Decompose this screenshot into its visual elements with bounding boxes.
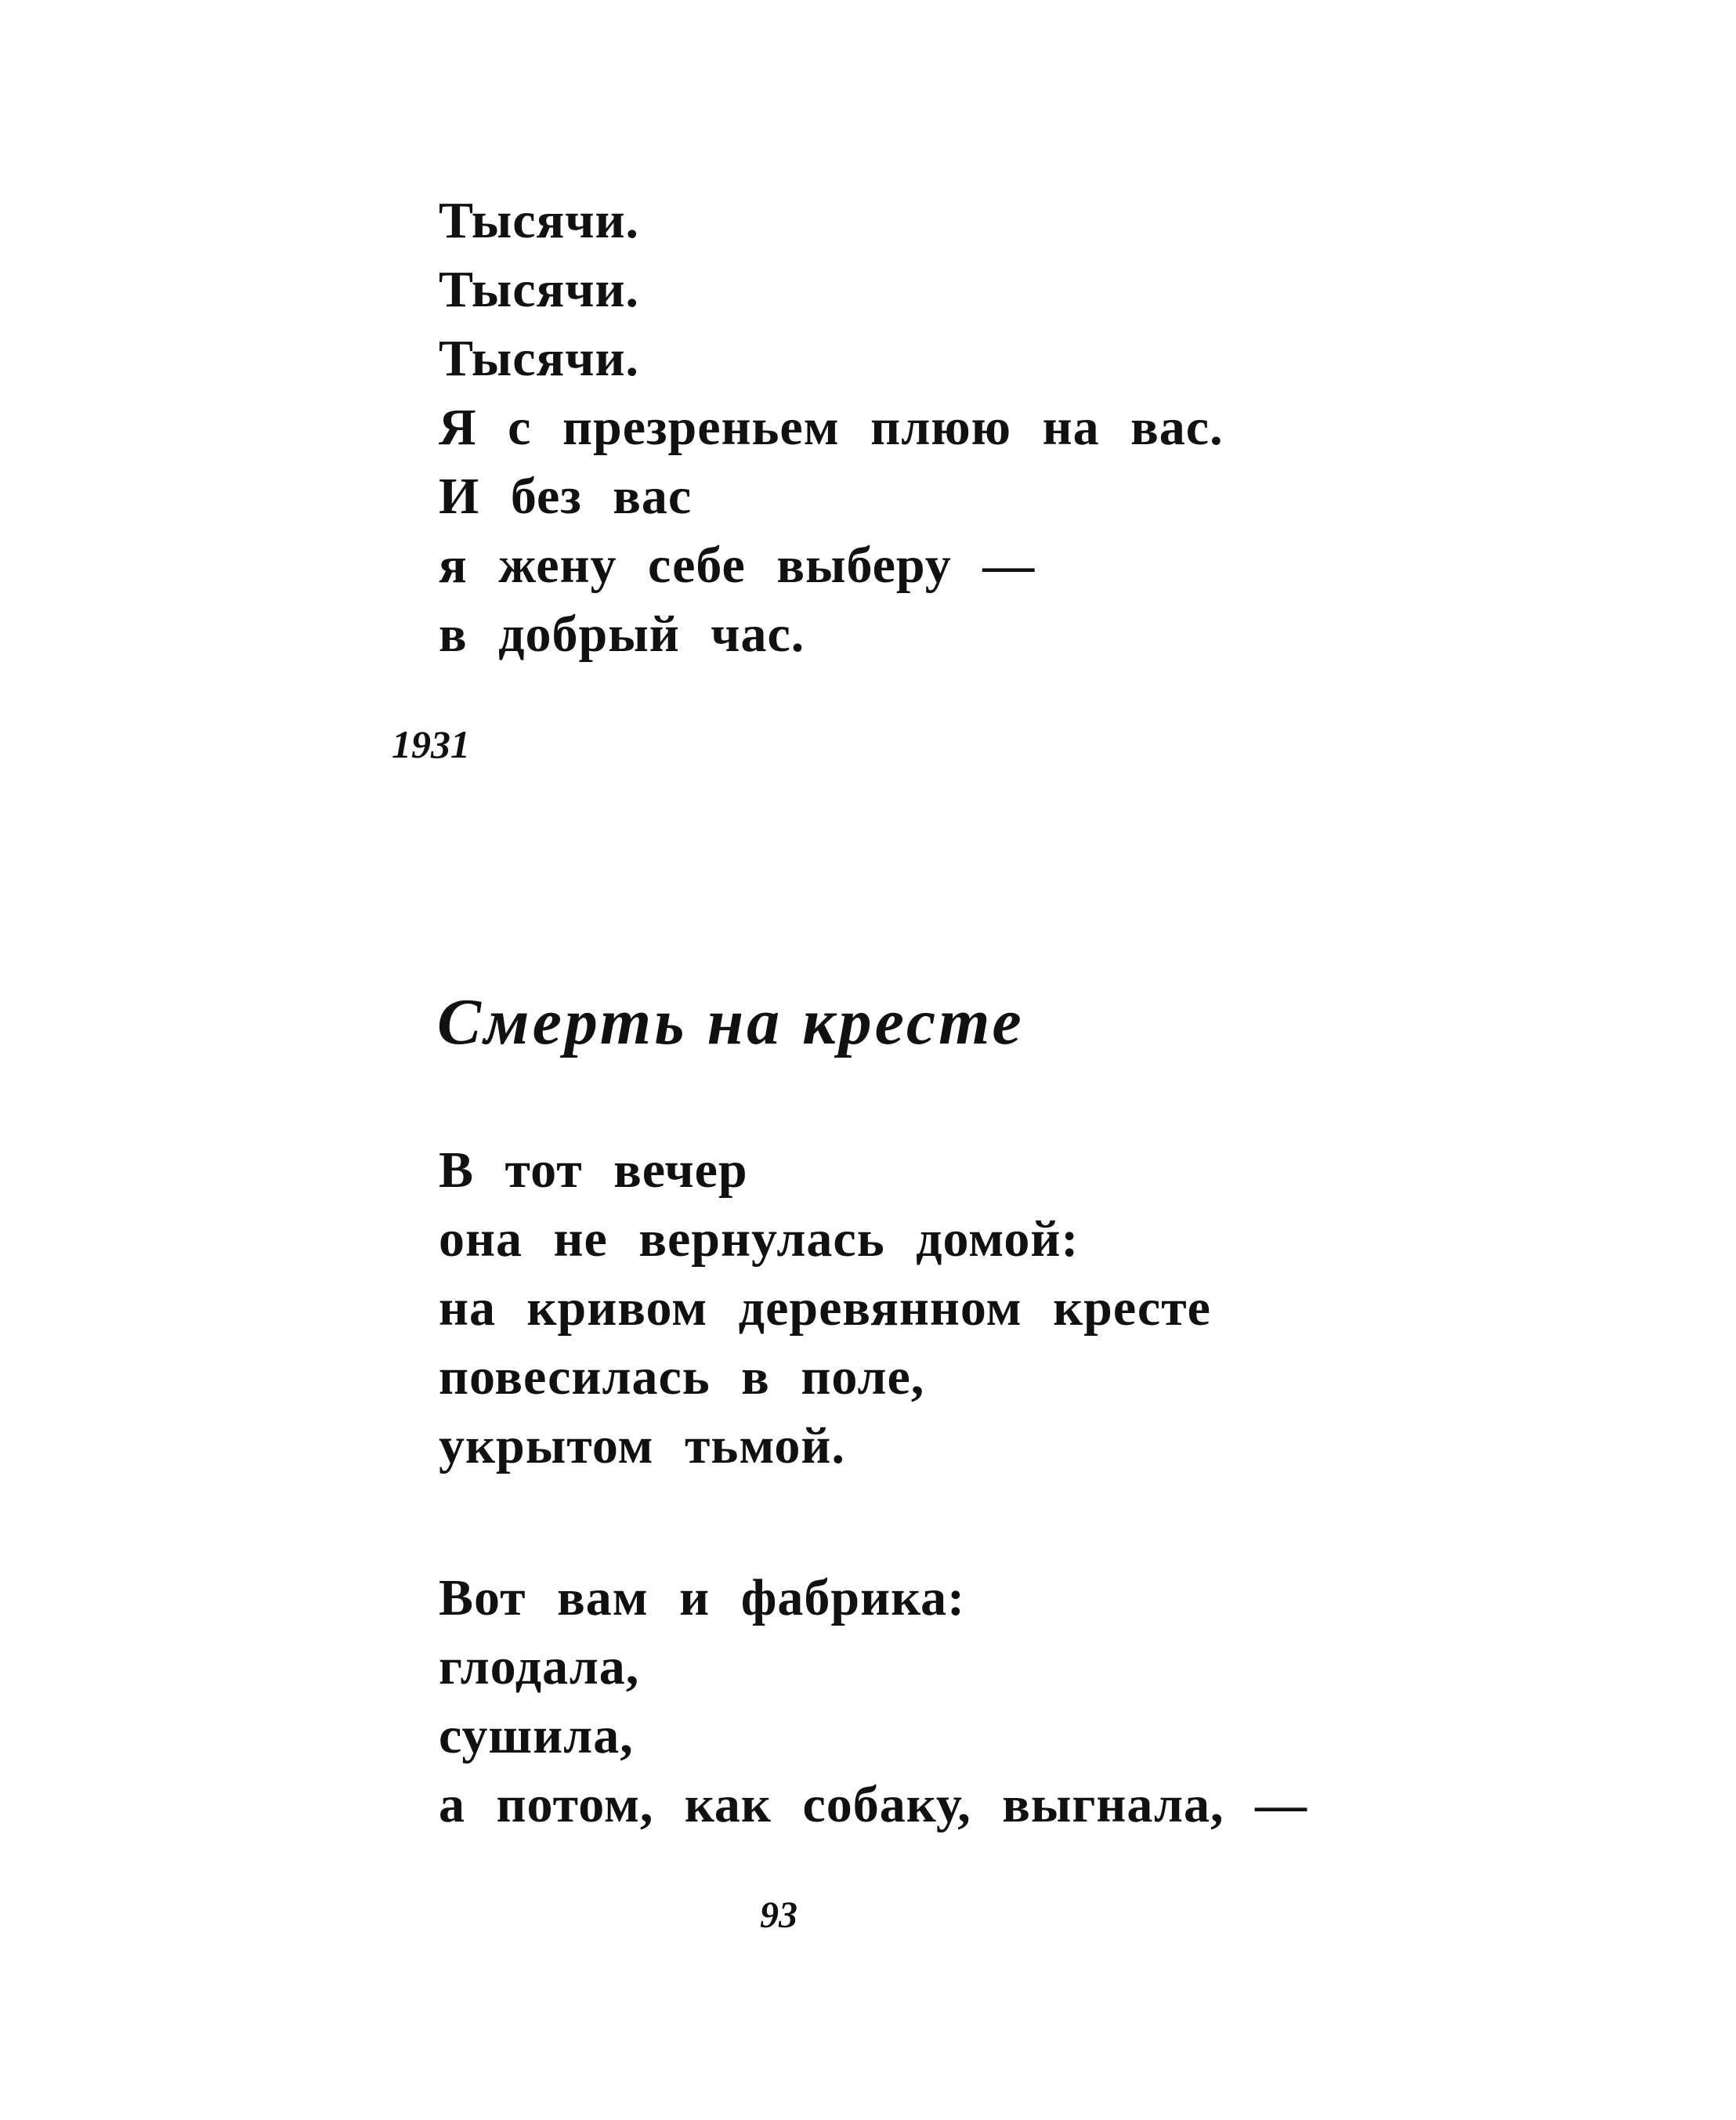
poem-line: В тот вечер [439, 1141, 748, 1199]
poem-line: глодала, [439, 1638, 640, 1695]
poem-stanza [439, 1564, 1307, 1840]
poem-line: в добрый час. [439, 606, 805, 663]
poem-line: на кривом деревянном кресте [439, 1279, 1211, 1337]
poem-line: она не вернулась домой: [439, 1210, 1080, 1268]
page-number: 93 [760, 1894, 797, 1936]
poem-line: повесилась в поле, [439, 1348, 925, 1405]
poem-title: Смерть на кресте [437, 986, 1025, 1058]
poem-line: Вот вам и фабрика: [439, 1569, 966, 1626]
poem-line: Я с презреньем плюю на вас. [439, 399, 1224, 456]
poem-line: Тысячи. [439, 261, 640, 318]
poem-line: Тысячи. [439, 330, 640, 387]
poem-stanza [439, 1136, 1211, 1481]
poem-line: Тысячи. [439, 192, 640, 249]
poem-line: я жену себе выберу — [439, 537, 1036, 594]
poem-line: И без вас [439, 468, 693, 525]
poem-line: сушила, [439, 1707, 634, 1764]
poem-line: а потом, как собаку, выгнала, — [439, 1776, 1308, 1833]
poem-line: укрытом тьмой. [439, 1417, 845, 1474]
poem-stanza [439, 186, 1224, 669]
poem-year: 1931 [392, 722, 470, 766]
